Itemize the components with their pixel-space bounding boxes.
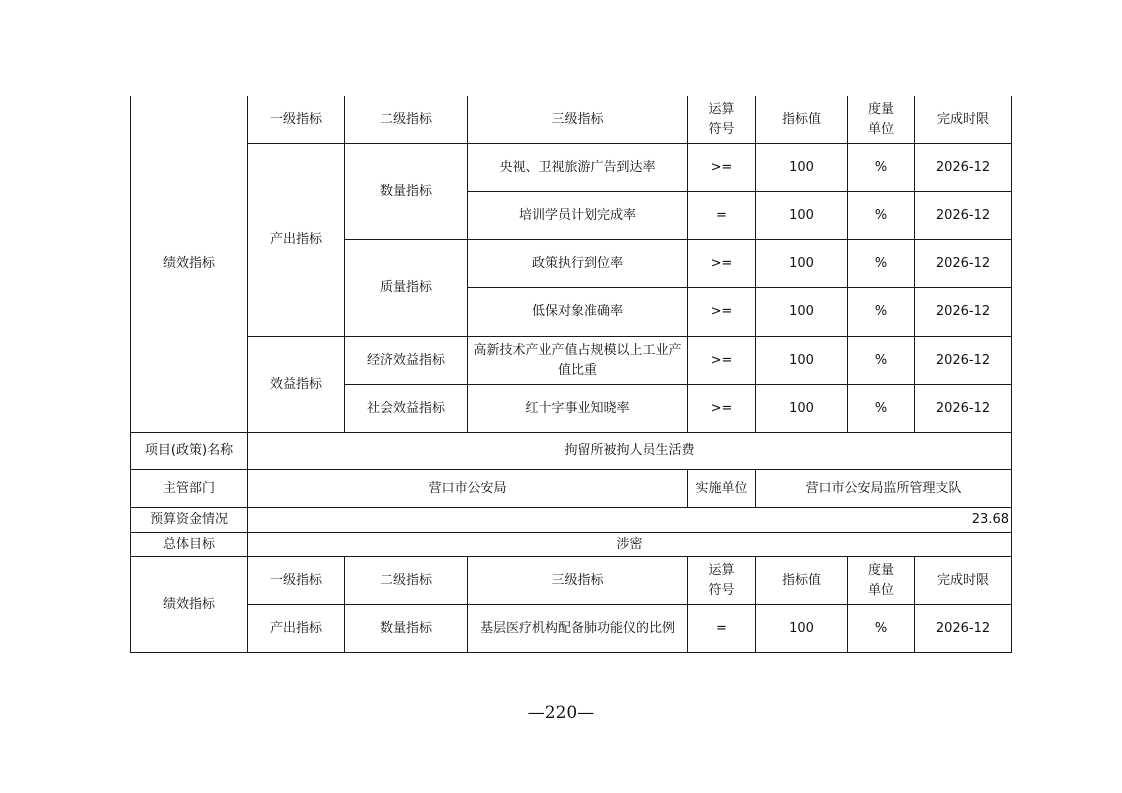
header-unit: 度量 单位	[867, 562, 894, 598]
indicator-cell: 基层医疗机构配备肺功能仪的比例	[479, 620, 675, 636]
header-value: 指标值	[781, 572, 821, 588]
unit-cell: %	[874, 352, 888, 368]
header-deadline: 完成时限	[936, 572, 989, 588]
operator-cell: >=	[710, 400, 733, 416]
header-level3: 三级指标	[551, 572, 604, 588]
unit-cell: %	[874, 400, 888, 416]
project-name-value: 拘留所被拘人员生活费	[564, 443, 695, 458]
deadline-cell: 2026-12	[935, 400, 991, 416]
header-deadline: 完成时限	[936, 111, 989, 127]
deadline-cell: 2026-12	[935, 352, 991, 368]
benefit-indicator-label: 效益指标	[269, 376, 322, 392]
unit-cell: %	[874, 207, 888, 223]
operator-cell: =	[716, 207, 727, 223]
value-cell: 100	[789, 159, 814, 175]
operator-cell: =	[716, 620, 727, 636]
indicator-cell: 低保对象准确率	[531, 304, 623, 319]
indicator-cell: 红十字事业知晓率	[525, 400, 630, 416]
unit-cell: %	[874, 255, 888, 271]
operator-cell: >=	[710, 159, 733, 175]
page-number: —220—	[527, 703, 595, 723]
output-indicator-label: 产出指标	[269, 232, 322, 247]
value-cell: 100	[789, 304, 814, 319]
deadline-cell: 2026-12	[935, 159, 991, 175]
unit-cell: %	[874, 159, 888, 175]
section1-title: 绩效指标	[162, 256, 215, 271]
indicator-cell: 政策执行到位率	[531, 255, 623, 271]
line-bottom	[130, 652, 1012, 653]
deadline-cell: 2026-12	[935, 207, 991, 223]
operator-cell: >=	[710, 255, 733, 271]
dept-value: 营口市公安局	[428, 480, 507, 496]
header-level2: 二级指标	[379, 572, 432, 588]
deadline-cell: 2026-12	[935, 304, 991, 319]
header-level1: 一级指标	[269, 572, 322, 588]
impl-unit-label: 实施单位	[695, 480, 748, 496]
value-cell: 100	[789, 400, 814, 416]
operator-cell: >=	[710, 304, 733, 319]
indicator-cell: 培训学员计划完成率	[518, 207, 636, 223]
project-name-label: 项目(政策)名称	[144, 443, 234, 458]
value-cell: 100	[789, 207, 814, 223]
deadline-cell: 2026-12	[935, 620, 991, 636]
economic-benefit-label: 经济效益指标	[366, 352, 445, 368]
header-value: 指标值	[781, 111, 821, 127]
goal-value: 涉密	[616, 536, 643, 552]
header-operator: 运算 符号	[708, 101, 735, 137]
header-level1: 一级指标	[269, 111, 322, 127]
quantity-indicator-label: 数量指标	[379, 183, 432, 199]
level1-cell: 产出指标	[269, 620, 322, 636]
unit-cell: %	[874, 304, 888, 319]
value-cell: 100	[789, 620, 814, 636]
level2-cell: 数量指标	[379, 620, 432, 636]
impl-unit-value: 营口市公安局监所管理支队	[805, 480, 962, 496]
unit-cell: %	[874, 620, 888, 636]
indicator-cell: 央视、卫视旅游广告到达率	[499, 159, 656, 175]
border-right	[1011, 96, 1012, 653]
header-operator: 运算 符号	[708, 562, 735, 598]
social-benefit-label: 社会效益指标	[366, 400, 445, 416]
value-cell: 100	[789, 352, 814, 368]
header-level2: 二级指标	[379, 111, 432, 127]
header-level3: 三级指标	[551, 111, 604, 127]
quality-indicator-label: 质量指标	[379, 280, 432, 295]
header-unit: 度量 单位	[867, 101, 894, 137]
deadline-cell: 2026-12	[935, 255, 991, 271]
budget-value: 23.68	[971, 512, 1009, 527]
section2-title: 绩效指标	[162, 596, 215, 612]
budget-label: 预算资金情况	[149, 512, 228, 527]
goal-label: 总体目标	[162, 536, 215, 552]
indicator-cell: 高新技术产业产值占规模以上工业产值比重	[473, 342, 682, 378]
operator-cell: >=	[710, 352, 733, 368]
value-cell: 100	[789, 255, 814, 271]
dept-label: 主管部门	[162, 480, 215, 496]
